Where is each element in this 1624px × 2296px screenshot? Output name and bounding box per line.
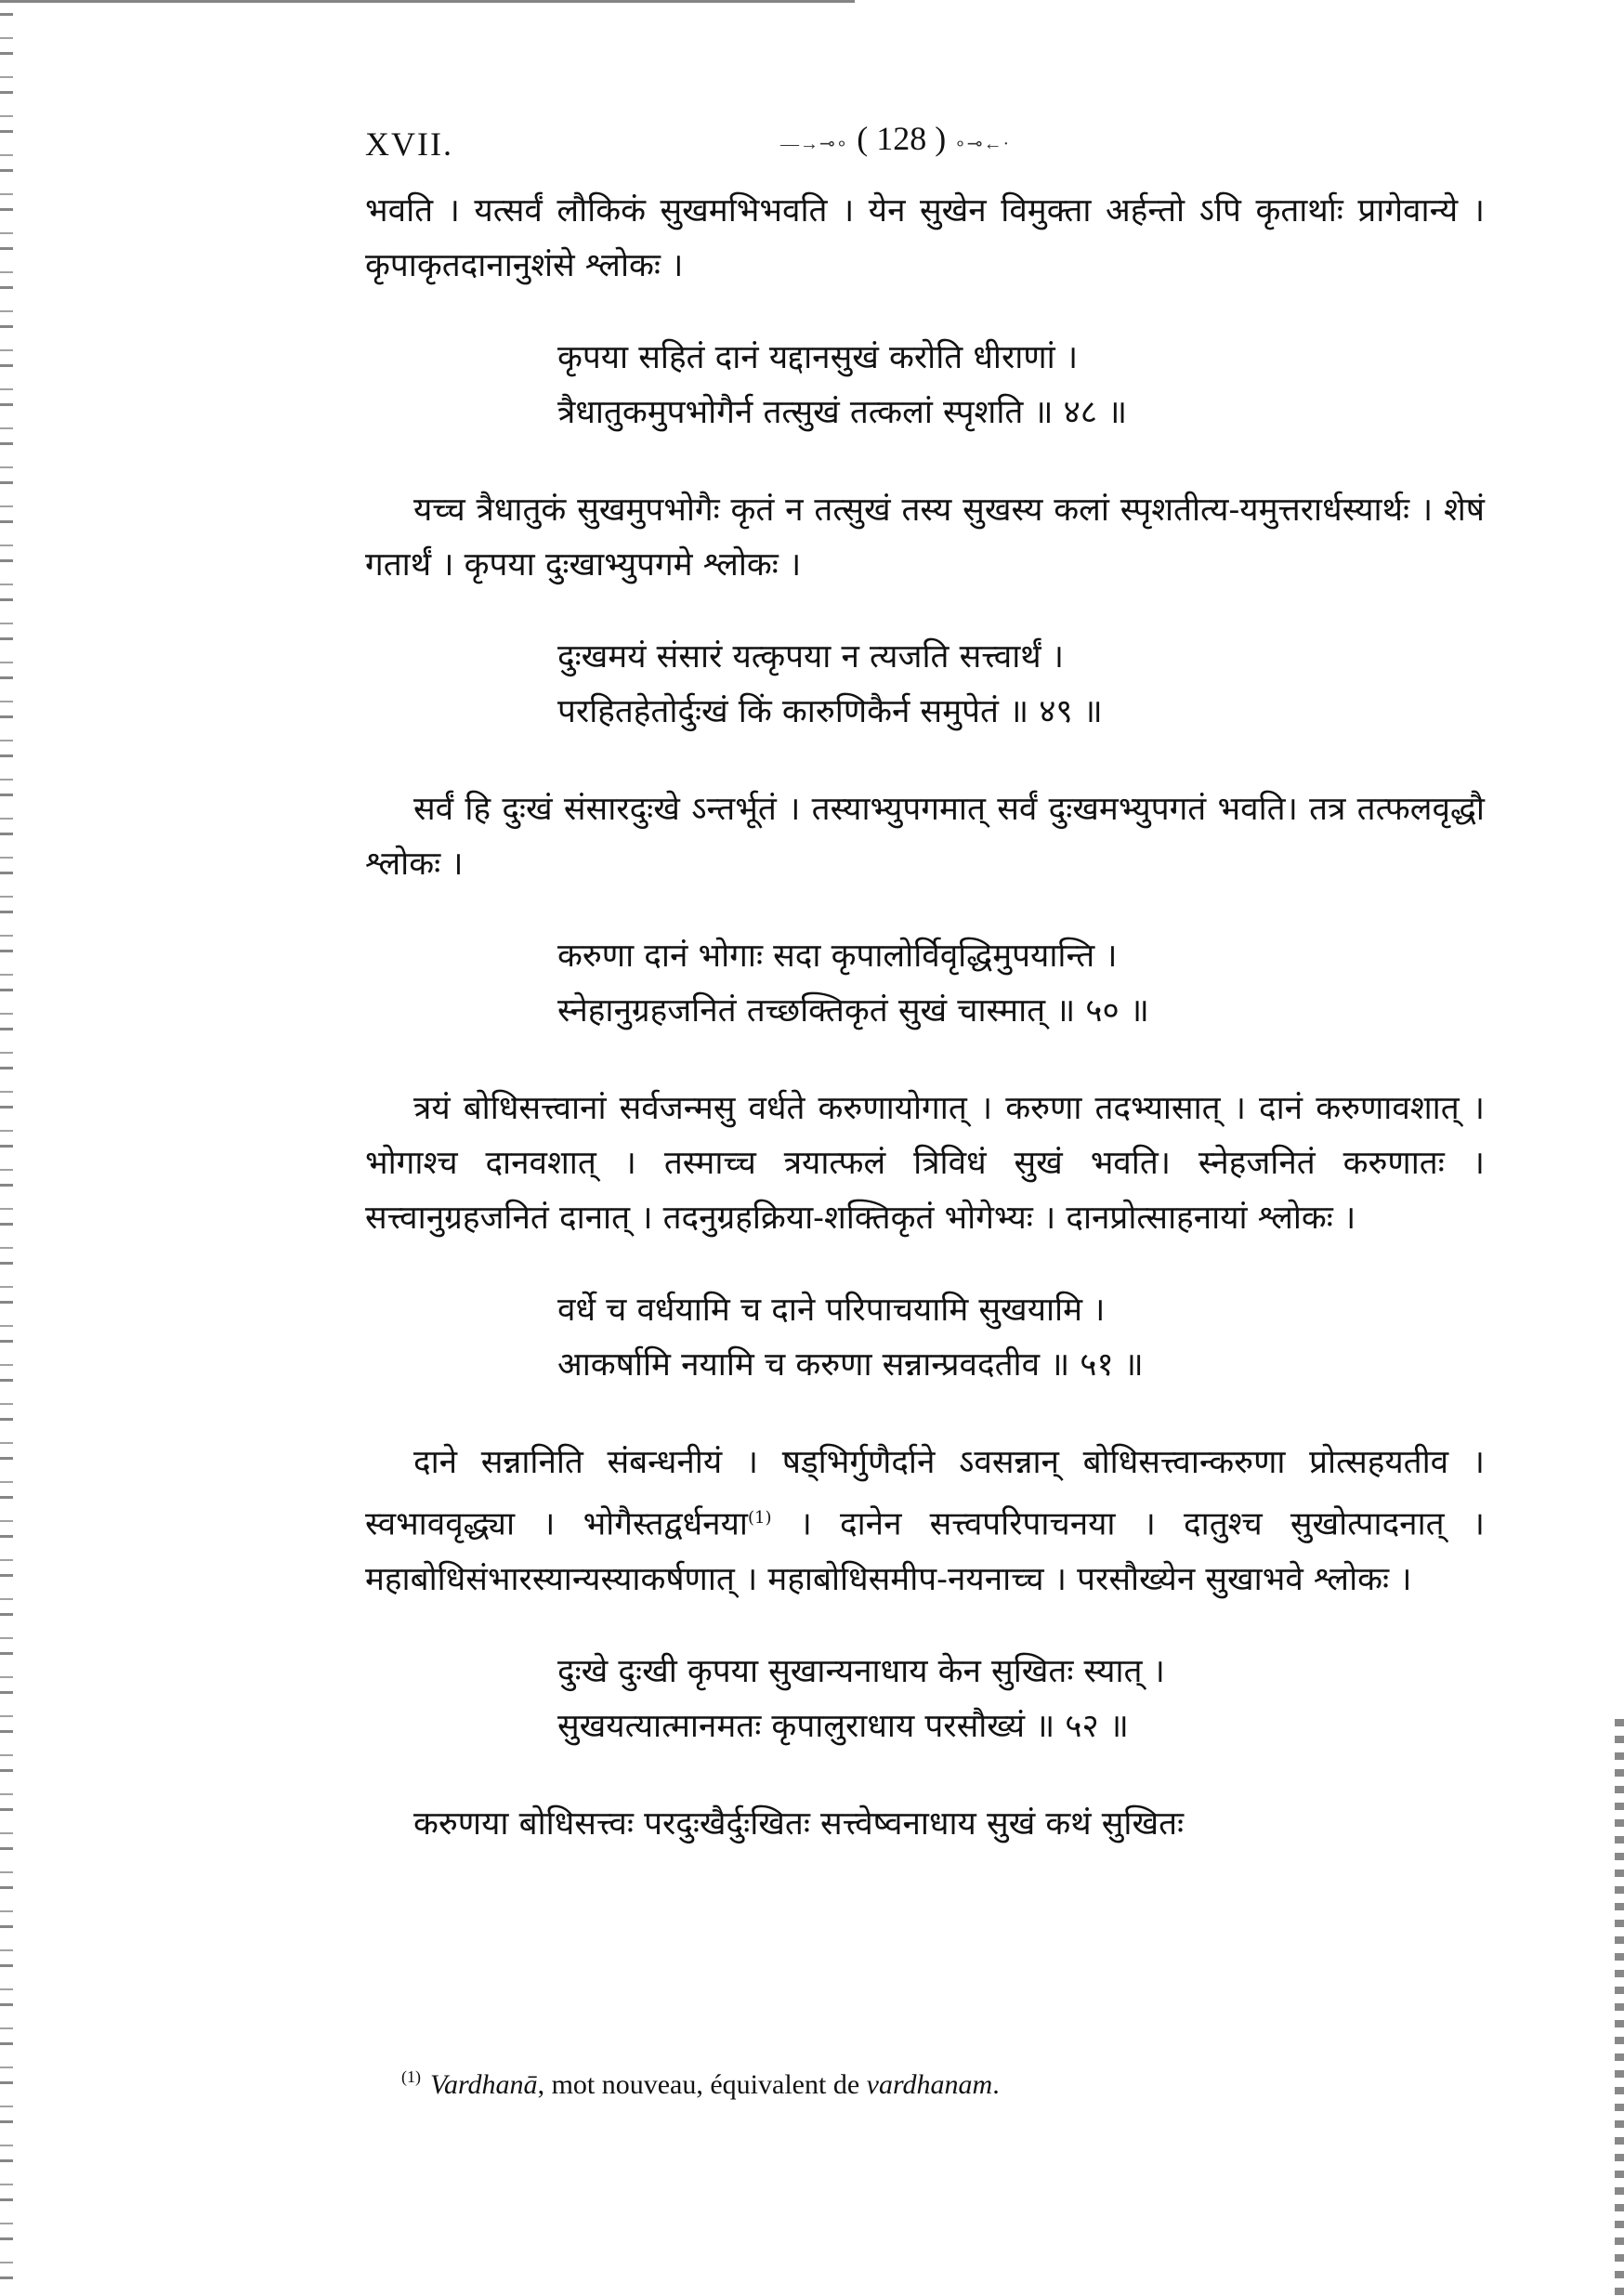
paragraph-6: करुणया बोधिसत्त्वः परदुःखैर्दुःखितः सत्त्वेष्वनाधाय सुखं कथं सुखितः — [413, 1804, 1185, 1843]
verse-52-line-2: सुखयत्यात्मानमतः कृपालुराधाय परसौख्यं ॥ ५२ ॥ — [557, 1707, 1129, 1745]
ornament-right: ∘⊸←· — [954, 134, 1011, 154]
footnote-term: Vardhanā — [430, 2069, 538, 2100]
footnote — [401, 2067, 1423, 2101]
footnote-term-2: vardhanam — [866, 2069, 993, 2100]
verse-49 — [365, 630, 1485, 740]
footnote-text: , mot nouveau, équivalent de — [537, 2069, 867, 2100]
verse-50 — [365, 929, 1485, 1039]
footnote-marker: (1) — [401, 2067, 421, 2086]
verse-50-line-2: स्नेहानुग्रहजनितं तच्छक्तिकृतं सुखं चास्मात् ॥ ५० ॥ — [557, 992, 1149, 1030]
section-number: XVII. — [365, 125, 453, 163]
verse-51-line-2: आकर्षामि नयामि च करुणा सन्नान्प्रवदतीव ॥ ५१ ॥ — [557, 1346, 1144, 1384]
paragraph-4: त्रयं बोधिसत्त्वानां सर्वजन्मसु वर्धते करुणायोगात् । करुणा तदभ्यासात् । दानं करुणावशात् । भोगाश्च दानवशात् । तस्माच्च त्रयात्फलं त्रिविधं सुखं भवति। स्नेहजनितं करुणातः । सत्त्वानुग्रहजनितं दानात् । तदनुग्रहक्रिया-शक्तिकृतं भोगेभ्यः । दानप्रोत्साहनायां श्लोकः । — [365, 1090, 1485, 1237]
footnote-reference[interactable]: (1) — [747, 1508, 772, 1528]
paragraph-5-part-2: । दानेन सत्त्वपरिपाचनया । दातुश्च सुखोत्पादनात् । महाबोधिसंभारस्यान्यस्याकर्षणात् । महाबोधिसमीप-नयनाच्च । परसौख्येन सुखाभवे श्लोकः । — [365, 1505, 1486, 1598]
page-body — [365, 184, 1485, 1852]
paragraph-1: भवति । यत्सर्वं लौकिकं सुखमभिभवति । येन सुखेन विमुक्ता अर्हन्तो ऽपि कृतार्थाः प्रागेवान्ये । कृपाकृतदानानुशंसे श्लोकः । — [365, 192, 1485, 284]
verse-52 — [365, 1645, 1485, 1754]
verse-51 — [365, 1283, 1485, 1393]
verse-49-line-1: दुःखमयं संसारं यत्कृपया न त्यजति सत्त्वार्थं । — [557, 638, 1065, 676]
paragraph-5-part-1: दाने सन्नानिति संबन्धनीयं । षड्भिर्गुणैर्दाने ऽवसन्नान् बोधिसत्त्वान्करुणा प्रोत्सहयतीव । स्वभाववृद्ध्या । भोगैस्तद्वर्धनया — [365, 1444, 1485, 1543]
verse-49-line-2: परहितहेतोर्दुःखं किं कारुणिकैर्न समुपेतं ॥ ४९ ॥ — [557, 693, 1103, 730]
verse-50-line-1: करुणा दानं भोगाः सदा कृपालोर्विवृद्धिमुपयान्ति । — [557, 938, 1118, 975]
verse-48 — [365, 331, 1485, 440]
page-number — [780, 119, 1010, 158]
page-number-value: ( 128 ) — [857, 120, 947, 157]
paragraph-3: सर्वं हि दुःखं संसारदुःखे ऽन्तर्भूतं । तस्याभ्युपगमात् सर्वं दुःखमभ्युपगतं भवति। तत्र तत्फलवृद्धौ श्लोकः । — [365, 791, 1485, 883]
paragraph-2: यच्च त्रैधातुकं सुखमुपभोगैः कृतं न तत्सुखं तस्य सुखस्य कलां स्पृशतीत्य-यमुत्तरार्धस्यार्थः । शेषं गतार्थं । कृपया दुःखाभ्युपगमे श्लोकः । — [365, 492, 1485, 584]
paragraph-5 — [365, 1436, 1485, 1607]
scan-right-edge — [1615, 1710, 1624, 2296]
verse-48-line-1: कृपया सहितं दानं यद्दानसुखं करोति धीराणां । — [557, 339, 1079, 376]
verse-48-line-2: त्रैधातुकमुपभोगैर्न तत्सुखं तत्कलां स्पृशति ॥ ४८ ॥ — [557, 394, 1128, 431]
verse-51-line-1: वर्धे च वर्धयामि च दाने परिपाचयामि सुखयामि । — [557, 1292, 1106, 1329]
scan-top-edge — [0, 0, 855, 3]
scan-left-edge — [0, 0, 13, 2296]
verse-52-line-1: दुःखे दुःखी कृपया सुखान्यनाधाय केन सुखितः स्यात् । — [557, 1652, 1165, 1690]
footnote-end: . — [992, 2069, 1000, 2100]
ornament-left: —→⊸∘ — [780, 134, 849, 154]
page-header — [0, 119, 1624, 175]
